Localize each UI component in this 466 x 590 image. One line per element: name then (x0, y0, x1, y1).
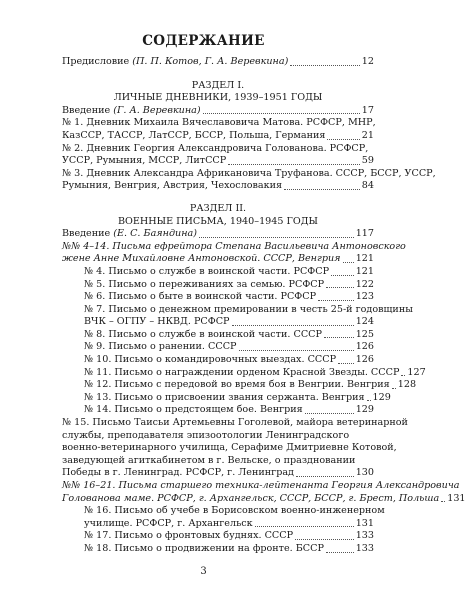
page-ref: 117 (355, 228, 374, 240)
leader-dots (343, 262, 354, 263)
entry-label: Введение (62, 228, 111, 240)
toc-entry-letter-5: № 5. Письмо о переживаниях за семью. РСФСР 122 (84, 278, 374, 290)
toc-entry-letter-15: № 15. Письмо Таисьи Артемьевны Гоголевой, майора ветеринарной службы, преподавателя эпизоотологии Ленинградского военно-ветеринарного училища, Серафиме Дмитриевне Котовой, заведующей агиткабинетом в г. Вельске, о праздновании Победы в г. Ленинград. РСФСР, г. Ленинград 130 (62, 417, 408, 479)
leader-dots (441, 501, 445, 502)
page-ref: 126 (355, 341, 374, 353)
leader-dots (232, 325, 354, 326)
leader-dots (326, 552, 354, 553)
leader-dots (338, 363, 354, 364)
toc-entry-letter-9: № 9. Письмо о ранении. СССР 126 (84, 341, 374, 353)
page-ref: 122 (355, 278, 374, 290)
section-heading-2: РАЗДЕЛ II. ВОЕННЫЕ ПИСЬМА, 1940–1945 ГОДЫ (117, 202, 318, 227)
leader-dots (392, 388, 396, 389)
page-ref: 121 (355, 253, 374, 265)
leader-dots (401, 375, 405, 376)
page-ref: 127 (407, 366, 426, 378)
page-ref: 124 (355, 316, 374, 328)
toc-entry-diary-3: № 3. Дневник Александра Африкановича Труфанова. СССР, БССР, УССР, Румыния, Венгрия, Австрия, Чехословакия 84 (62, 167, 436, 192)
toc-entry-diary-2: № 2. Дневник Георгия Александровича Голованова. РСФСР, УССР, Румыния, МССР, ЛитССР 59 (62, 142, 374, 167)
leader-dots (324, 337, 354, 338)
page-ref: 133 (355, 530, 374, 542)
leader-dots (305, 413, 354, 414)
leader-dots (284, 189, 360, 190)
toc-entry-letter-16: № 16. Письмо об учебе в Борисовском военно-инженерном училище. РСФСР, г. Архангельск 131 (84, 505, 385, 529)
page-ref: 17 (361, 104, 374, 116)
toc-entry-group-4-14: №№ 4–14. Письма ефрейтора Степана Васильевича Антоновского жене Анне Михайловне Антоновской. СССР, Венгрия 121 (62, 240, 406, 265)
page-ref: 130 (355, 467, 374, 479)
entry-label: Предисловие (62, 56, 130, 67)
leader-dots (290, 65, 359, 66)
page-ref: 125 (355, 328, 374, 340)
toc-entry-letter-18: № 18. Письмо о продвижении на фронте. БССР 133 (84, 542, 374, 554)
page-ref: 84 (361, 180, 374, 192)
page-ref: 131 (447, 492, 466, 504)
toc-entry-letter-17: № 17. Письмо о фронтовых буднях. СССР 133 (84, 530, 374, 542)
entry-label: Введение (62, 104, 111, 116)
toc-entry-diary-1: № 1. Дневник Михаила Вячеславовича Матова. РСФСР, МНР, КазССР, ТАССР, ЛатССР, БССР, Польша, Германия 21 (62, 117, 376, 141)
toc-entry-letter-7: № 7. Письмо о денежном премировании в честь 25-й годовщины ВЧК – ОГПУ – НКВД. РСФСР 124 (84, 303, 413, 328)
page-ref: 21 (361, 129, 374, 141)
page-ref: 126 (355, 354, 374, 366)
page-ref: 128 (397, 379, 417, 391)
leader-dots (239, 350, 354, 351)
page-ref: 129 (355, 404, 374, 416)
page-number: 3 (200, 566, 207, 577)
entry-authors: (Е. С. Баяндина) (113, 228, 198, 240)
toc-entry-letter-12: № 12. Письмо с передовой во время боя в Венгрии. Венгрия 128 (84, 379, 417, 391)
leader-dots (255, 526, 354, 527)
leader-dots (331, 275, 354, 276)
page-ref: 131 (355, 517, 374, 529)
toc-entry-letter-4: № 4. Письмо о службе в воинской части. РСФСР 121 (84, 265, 374, 277)
leader-dots (228, 164, 360, 165)
leader-dots (327, 139, 359, 140)
leader-dots (203, 113, 360, 114)
toc-entry-preface (62, 56, 374, 69)
leader-dots (318, 300, 354, 301)
toc-entry-intro-1 (62, 105, 374, 118)
toc-entry-letter-11: № 11. Письмо о награждении орденом Красной Звезды. СССР 127 (84, 366, 426, 378)
leader-dots (199, 237, 354, 238)
page-ref: 123 (355, 291, 374, 303)
page-ref: 129 (372, 391, 391, 403)
toc-entry-letter-8: № 8. Письмо о службе в воинской части. СССР 125 (84, 328, 374, 340)
page-ref: 121 (355, 265, 374, 277)
toc-entry-letter-6: № 6. Письмо о быте в воинской части. РСФСР 123 (84, 291, 374, 303)
toc-entry-letter-13: № 13. Письмо о присвоении звания сержанта. Венгрия 129 (84, 391, 391, 403)
entry-authors: (Г. А. Веревкина) (113, 104, 201, 116)
toc-entry-intro-2 (62, 228, 374, 241)
leader-dots (326, 287, 354, 288)
page-ref: 12 (361, 56, 374, 67)
leader-dots (296, 476, 354, 477)
toc-entry-letter-14: № 14. Письмо о предстоящем бое. Венгрия 129 (84, 404, 374, 416)
leader-dots (367, 400, 371, 401)
leader-dots (295, 539, 354, 540)
page-title: СОДЕРЖАНИЕ (142, 33, 265, 49)
section-heading-1: РАЗДЕЛ I. ЛИЧНЫЕ ДНЕВНИКИ, 1939–1951 ГОДЫ (113, 79, 323, 104)
page-ref: 133 (355, 542, 374, 554)
table-of-contents (62, 56, 466, 556)
toc-entry-group-16-21: №№ 16–21. Письма старшего техника-лейтенанта Георгия Александровича Голованова маме. РСФСР, г. Архангельск, СССР, БССР, г. Брест, Польша 131 (62, 480, 466, 504)
entry-authors: (П. П. Котов, Г. А. Веревкина) (132, 56, 289, 67)
page-ref: 59 (361, 155, 374, 167)
toc-entry-letter-10: № 10. Письмо о командировочных выездах. СССР 126 (84, 354, 374, 366)
